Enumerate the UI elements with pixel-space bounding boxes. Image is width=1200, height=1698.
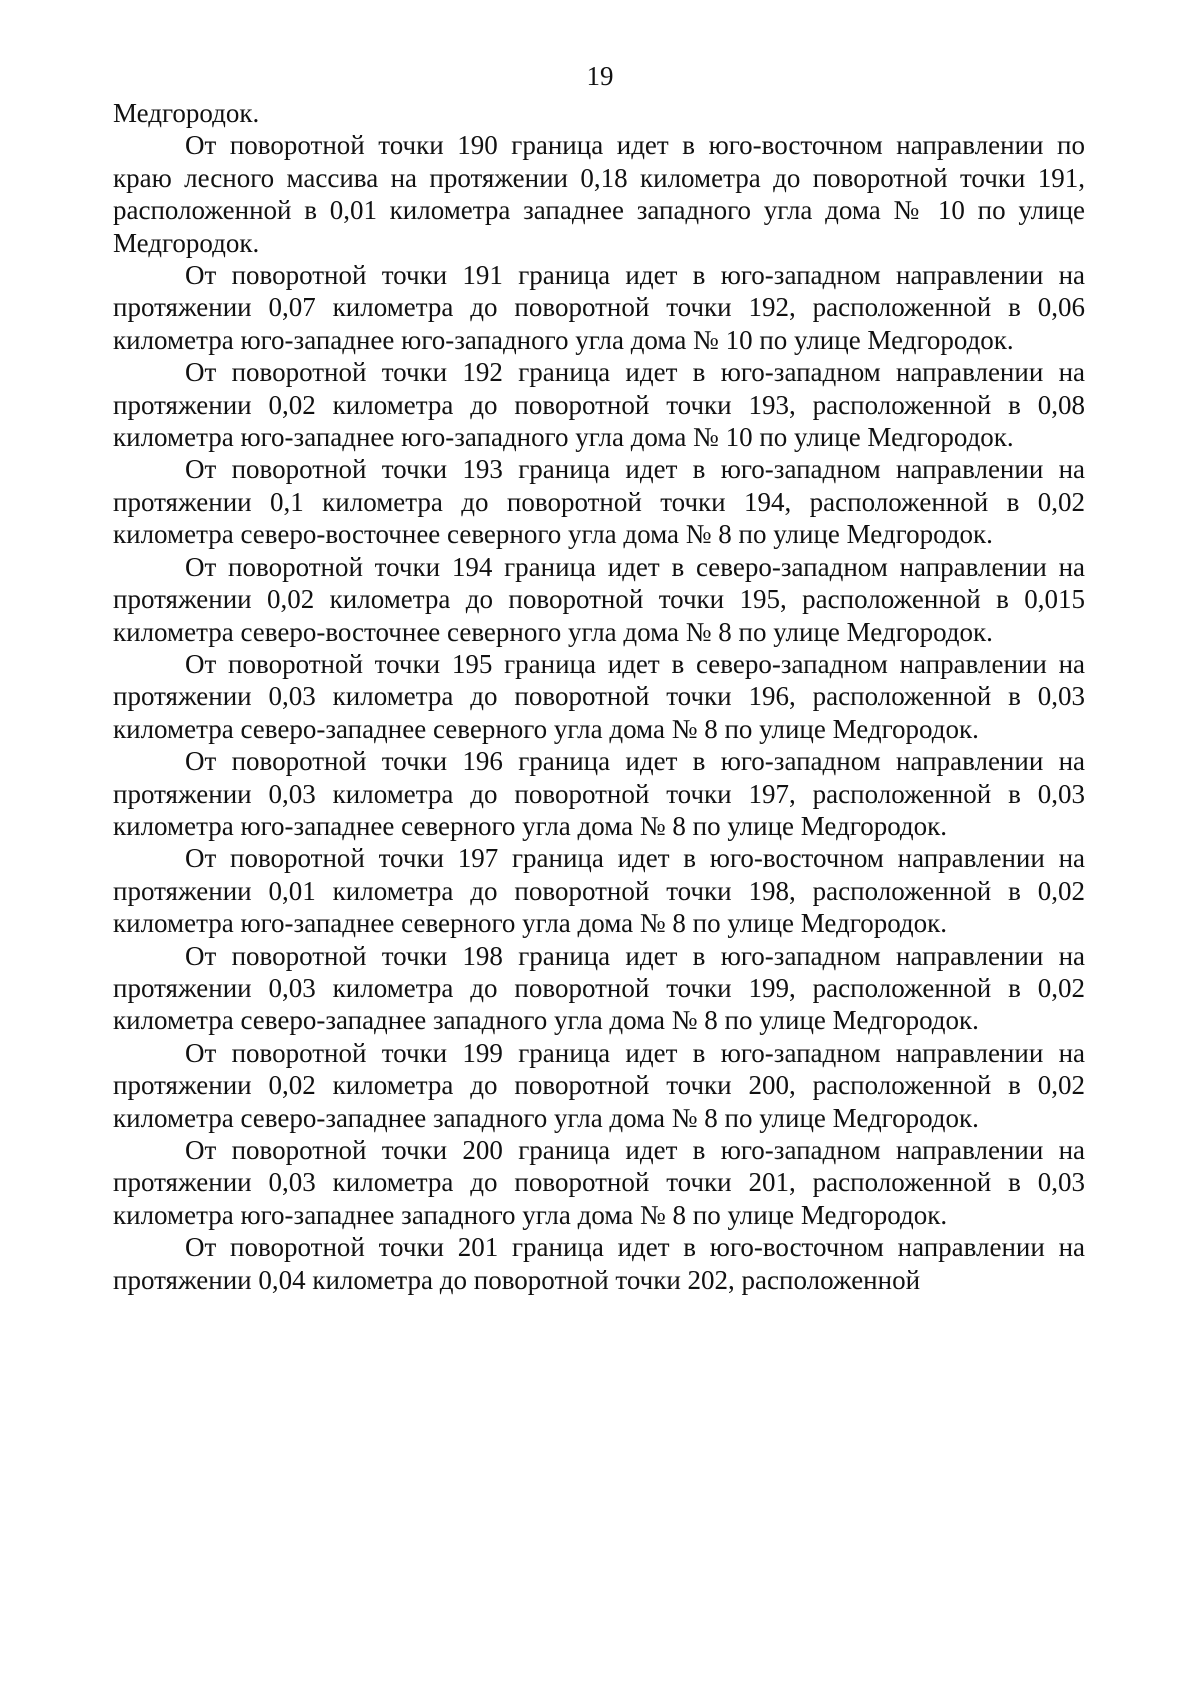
paragraph-point-195: От поворотной точки 195 граница идет в северо-западном направлении на протяжении 0,03 километра до поворотной точки 196, расположенной в 0,03 километра северо-западнее северного угла дома № 8 по улице Медгородок. [113, 648, 1085, 744]
paragraph-point-192: От поворотной точки 192 граница идет в юго-западном направлении на протяжении 0,02 километра до поворотной точки 193, расположенной в 0,08 километра юго-западнее юго-западного угла дома № 10 по улице Медгородок. [113, 357, 1085, 453]
paragraph-point-200: От поворотной точки 200 граница идет в юго-западном направлении на протяжении 0,03 километра до поворотной точки 201, расположенной в 0,03 километра юго-западнее западного угла дома № 8 по улице Медгородок. [113, 1135, 1085, 1230]
paragraph-point-197: От поворотной точки 197 граница идет в юго-восточном направлении на протяжении 0,01 километра до поворотной точки 198, расположенной в 0,02 километра юго-западнее северного угла дома № 8 по улице Медгородок. [113, 843, 1085, 939]
document-body [113, 97, 1085, 1296]
paragraph-point-201: От поворотной точки 201 граница идет в юго-восточном направлении на протяжении 0,04 километра до поворотной точки 202, расположенной [113, 1232, 1085, 1295]
paragraph-point-196: От поворотной точки 196 граница идет в юго-западном направлении на протяжении 0,03 километра до поворотной точки 197, расположенной в 0,03 километра юго-западнее северного угла дома № 8 по улице Медгородок. [113, 746, 1085, 841]
paragraph-point-199: От поворотной точки 199 граница идет в юго-западном направлении на протяжении 0,02 километра до поворотной точки 200, расположенной в 0,02 километра северо-западнее западного угла дома № 8 по улице Медгородок. [113, 1037, 1085, 1133]
paragraph-point-190: От поворотной точки 190 граница идет в юго-восточном направлении по краю лесного массива на протяжении 0,18 километра до поворотной точки 191, расположенной в 0,01 километра западнее западного угла дома № 10 по улице Медгородок. [113, 130, 1085, 258]
page-number: 19 [586, 61, 614, 91]
paragraph-point-194: От поворотной точки 194 граница идет в северо-западном направлении на протяжении 0,02 километра до поворотной точки 195, расположенной в 0,015 километра северо-восточнее северного угла дома № 8 по улице Медгородок. [113, 551, 1085, 647]
paragraph-continuation: Медгородок. [113, 98, 260, 128]
paragraph-point-198: От поворотной точки 198 граница идет в юго-западном направлении на протяжении 0,03 километра до поворотной точки 199, расположенной в 0,02 километра северо-западнее западного угла дома № 8 по улице Медгородок. [113, 940, 1085, 1036]
paragraph-point-191: От поворотной точки 191 граница идет в юго-западном направлении на протяжении 0,07 километра до поворотной точки 192, расположенной в 0,06 километра юго-западнее юго-западного угла дома № 10 по улице Медгородок. [113, 260, 1085, 355]
paragraph-point-193: От поворотной точки 193 граница идет в юго-западном направлении на протяжении 0,1 километра до поворотной точки 194, расположенной в 0,02 километра северо-восточнее северного угла дома № 8 по улице Медгородок. [113, 454, 1085, 550]
